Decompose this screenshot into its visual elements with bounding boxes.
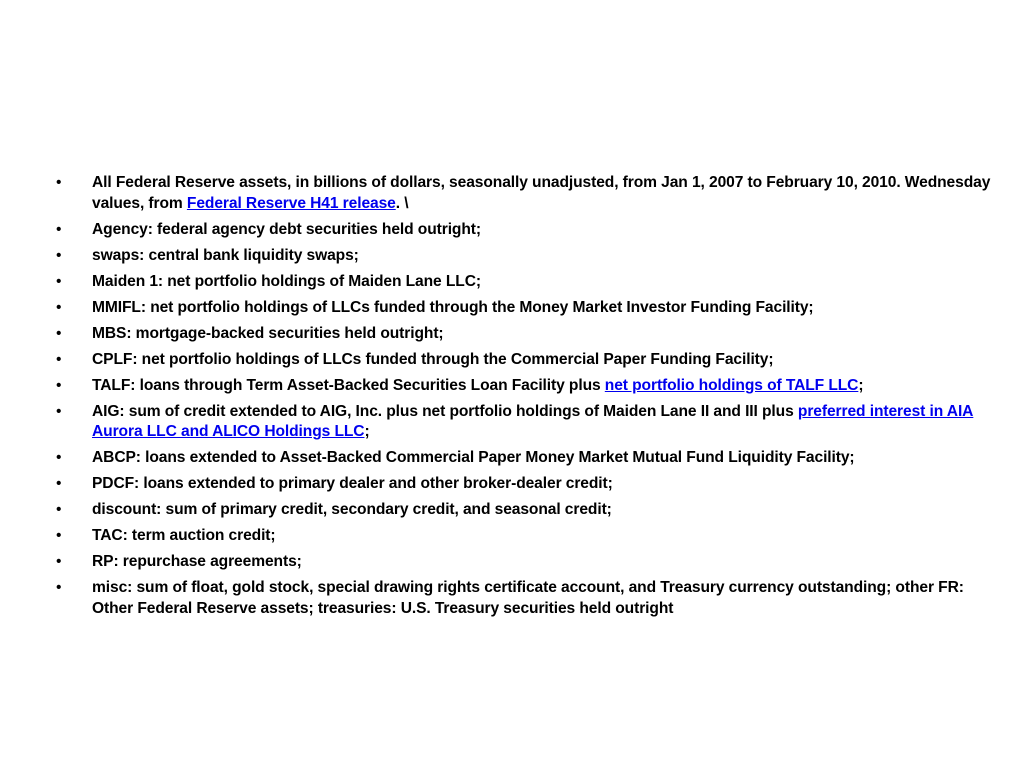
list-item-text [92,325,444,342]
bullet-icon: • [56,324,62,342]
list-item-text [92,449,855,466]
list-item-text [92,299,814,316]
text-run: PDCF: loans extended to primary dealer and other broker-dealer credit; [92,475,613,492]
list-item-text [92,221,481,238]
text-run: discount: sum of primary credit, secondary credit, and seasonal credit; [92,501,612,518]
list-item-text [92,403,973,441]
list-item-mmifl [56,298,996,319]
list-item-text [92,475,613,492]
text-run: ; [858,376,864,394]
text-run: TAC: term auction credit; [92,527,276,544]
list-item-intro [56,173,996,214]
list-item-rp [56,552,996,573]
bullet-icon: • [56,376,62,394]
list-item-maiden-1 [56,272,996,293]
text-run: ; [364,423,370,440]
list-item-abcp [56,448,996,469]
list-item-cplf [56,350,996,371]
list-item-talf [56,376,996,397]
bullet-icon: • [56,174,62,191]
text-run: MMIFL: net portfolio holdings of LLCs funded through the Money Market Investor Funding Facility; [92,298,814,316]
list-item-text [92,501,612,518]
bullet-list [56,173,996,625]
list-item-text [92,247,359,264]
list-item-tac [56,526,996,547]
bullet-icon: • [56,350,62,368]
bullet-icon: • [56,527,62,544]
list-item-swaps [56,246,996,267]
text-run: Maiden 1: net portfolio holdings of Maiden Lane LLC; [92,272,481,290]
text-run: swaps: central bank liquidity swaps; [92,246,359,264]
hyperlink[interactable]: Federal Reserve H41 release [186,194,396,212]
list-item-discount [56,500,996,521]
list-item-text [92,273,481,290]
text-run: ABCP: loans extended to Asset-Backed Commercial Paper Money Market Mutual Fund Liquidity Facility; [92,449,855,466]
text-run: . \ [395,194,409,212]
bullet-icon: • [56,246,62,264]
text-run: RP: repurchase agreements; [92,553,302,570]
text-run: misc: sum of float, gold stock, special drawing rights certificate account, and Treasury currency outstanding; other FR: Other Federal Reserve assets; treasuries: U.S. Treasury securities held outright [92,579,964,617]
text-run: TALF: loans through Term Asset-Backed Securities Loan Facility plus [92,376,605,394]
hyperlink[interactable]: preferred interest in AIA Aurora LLC and ALICO Holdings LLC [92,402,974,440]
list-item-text [92,579,964,617]
bullet-icon: • [56,501,62,518]
list-item-agency [56,220,996,241]
list-item-aig [56,402,996,443]
bullet-icon: • [56,298,62,316]
list-item-mbs [56,324,996,345]
list-item-text [92,527,275,544]
bullet-icon: • [56,220,62,238]
list-item-misc [56,578,996,619]
bullet-icon: • [56,402,62,420]
text-run: AIG: sum of credit extended to AIG, Inc. plus net portfolio holdings of Maiden Lane II and III plus [92,402,798,420]
list-item-text [92,553,302,570]
text-run: MBS: mortgage-backed securities held outright; [92,324,444,342]
bullet-icon: • [56,475,62,492]
text-run: Agency: federal agency debt securities held outright; [92,220,481,238]
bullet-icon: • [56,272,62,290]
list-item-text [92,351,773,368]
text-run: All Federal Reserve assets, in billions of dollars, seasonally unadjusted, from Jan 1, 2007 to February 10, 2010. Wednesday values, from [92,174,991,212]
list-item-text [92,377,863,394]
bullet-icon: • [56,579,62,596]
text-run: CPLF: net portfolio holdings of LLCs funded through the Commercial Paper Funding Facility; [92,350,774,368]
bullet-icon: • [56,449,62,466]
bullet-icon: • [56,553,62,570]
hyperlink[interactable]: net portfolio holdings of TALF LLC [604,376,859,394]
list-item-text [92,174,990,212]
list-item-pdcf [56,474,996,495]
